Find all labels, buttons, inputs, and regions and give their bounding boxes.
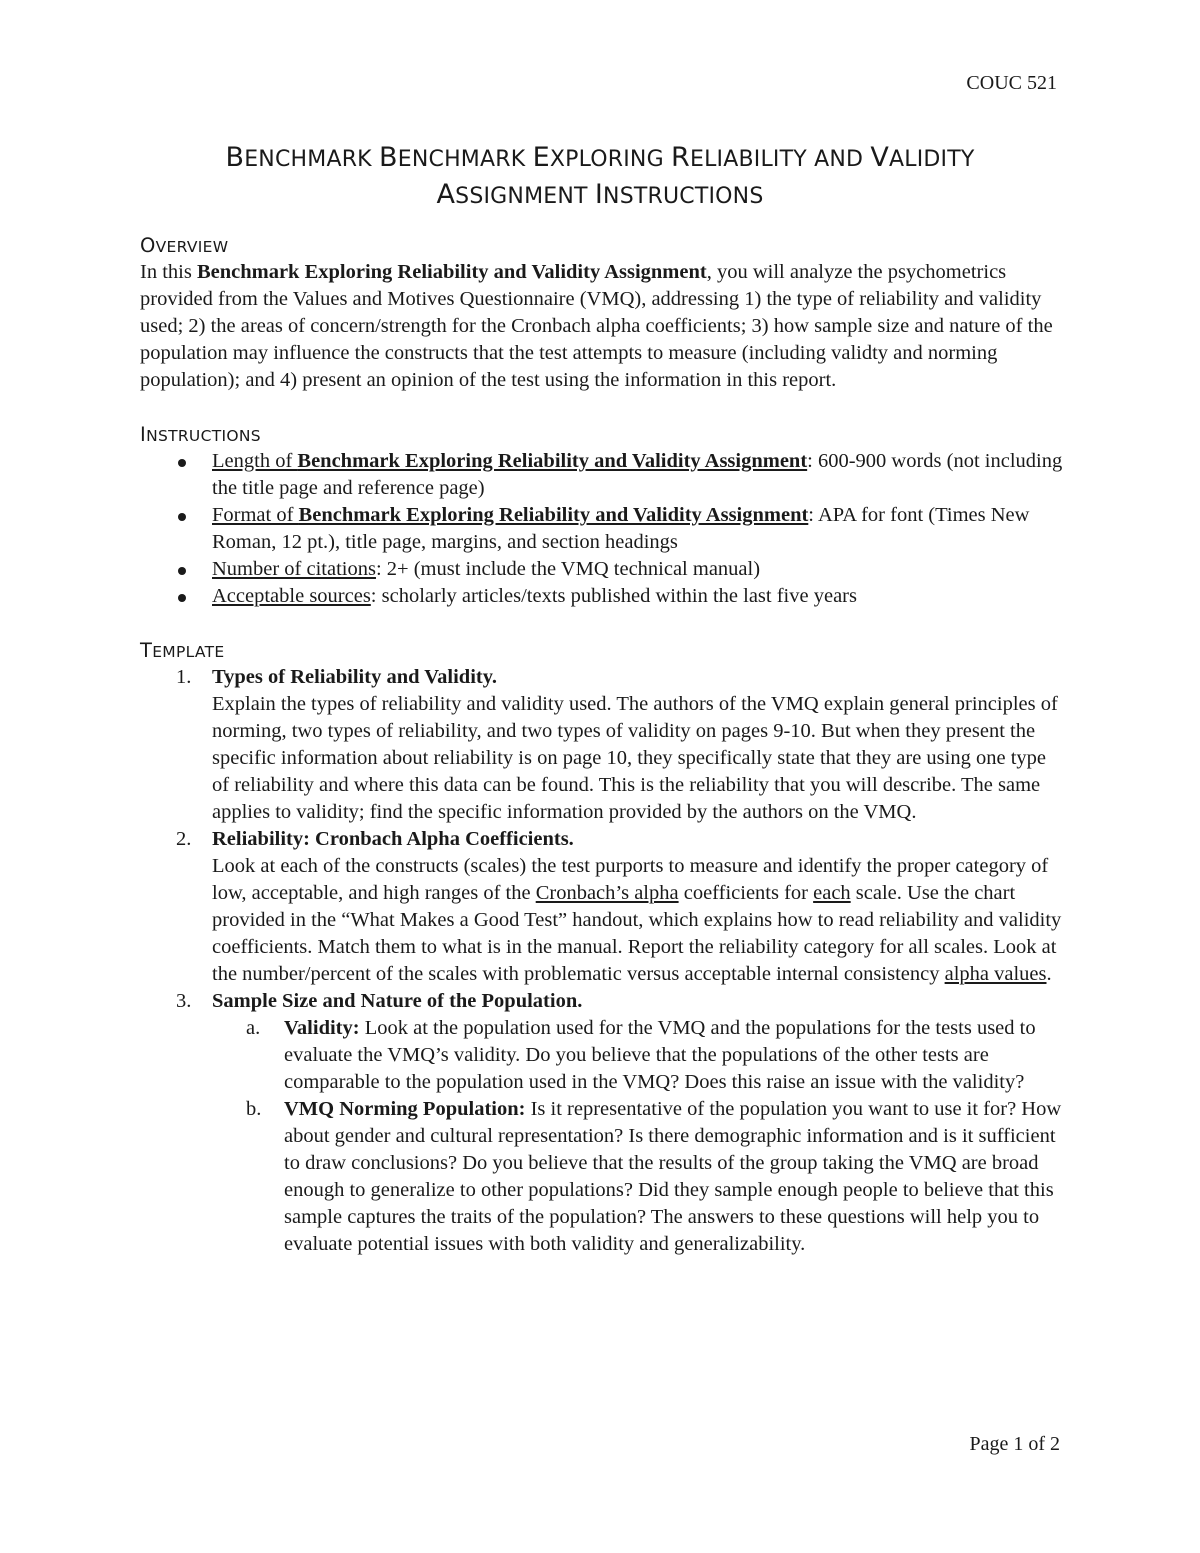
instructions-list [140, 448, 1065, 610]
page-number: Page 1 of 2 [969, 1433, 1060, 1455]
list-item: Format of Benchmark Exploring Reliability and Validity Assignment: APA for font (Times New Roman, 12 pt.), title page, margins, and section headings [140, 502, 1065, 556]
document-body [140, 232, 1065, 1258]
course-code-header: COUC 521 [966, 72, 1057, 94]
list-item: b. VMQ Norming Population: Is it representative of the population you want to use it for? How about gender and cultural representation? Is there demographic information and is it sufficient to draw conclusions? Do you believe that the results of the group taking the VMQ are broad enough to generalize to other populations? Did they sample enough people to believe that this sample captures the traits of the population? The answers to these questions will help you to evaluate potential issues with both validity and generalizability. [246, 1098, 1062, 1255]
template-list [140, 664, 1065, 1258]
template-item-3: 3. Sample Size and Nature of the Population. a. Validity: Look at the population used for the VMQ and the populations for the tests used to evaluate the VMQ’s validity. Do you believe that the populations of the other tests are comparable to the population used in the VMQ? Does this raise an issue with the validity? b. VMQ Norming Population: Is it representative of the population you want to use it for? How about gender and cultural representation? Is there demographic information and is it sufficient to draw conclusions? Do you believe that the results of the group taking the VMQ are broad enough to generalize to other populations? Did they sample enough people to believe that this sample captures the traits of the population? The answers to these questions will help you to evaluate potential issues with both validity and generalizability. [140, 988, 1065, 1258]
list-item: Number of citations: 2+ (must include the VMQ technical manual) [140, 556, 1065, 583]
template-heading: TEMPLATE [140, 639, 225, 662]
list-item: Acceptable sources: scholarly articles/texts published within the last five years [140, 583, 1065, 610]
template-item-2: 2. Reliability: Cronbach Alpha Coefficients. Look at each of the constructs (scales) the test purports to measure and identify the proper category of low, acceptable, and high ranges of the Cronbach’s alpha coefficients for each scale. Use the chart provided in the “What Makes a Good Test” handout, which explains how to read reliability and validity coefficients. Match them to what is in the manual. Report the reliability category for all scales. Look at the number/percent of the scales with problematic versus acceptable internal consistency alpha values. [176, 828, 1062, 985]
title-line-1: BENCHMARK BENCHMARK EXPLORING RELIABILITY AND VALIDITY [225, 142, 975, 173]
list-item: Length of Benchmark Exploring Reliability and Validity Assignment: 600-900 words (not including the title page and reference page) [140, 448, 1065, 502]
bullet-icon [178, 567, 186, 575]
overview-paragraph: In this Benchmark Exploring Reliability and Validity Assignment, you will analyze the psychometrics provided from the Values and Motives Questionnaire (VMQ), addressing 1) the type of reliability and validity used; 2) the areas of concern/strength for the Cronbach alpha coefficients; 3) how sample size and nature of the population may influence the constructs that the test attempts to measure (including validty and norming population); and 4) present an opinion of the test using the information in this report. [140, 261, 1053, 391]
template-sublist [212, 1015, 1065, 1258]
bullet-icon [178, 459, 186, 467]
template-item-title: Types of Reliability and Validity. [212, 666, 497, 688]
instructions-heading: INSTRUCTIONS [140, 423, 261, 446]
title-line-2: ASSIGNMENT INSTRUCTIONS [436, 179, 764, 210]
bullet-icon [178, 594, 186, 602]
list-item: a. Validity: Look at the population used for the VMQ and the populations for the tests used to evaluate the VMQ’s validity. Do you believe that the populations of the other tests are comparable to the population used in the VMQ? Does this raise an issue with the validity? [246, 1017, 1036, 1093]
template-item-title: Reliability: Cronbach Alpha Coefficients. [212, 828, 574, 850]
overview-heading: OVERVIEW [140, 234, 229, 257]
template-item-1: 1. Types of Reliability and Validity. Explain the types of reliability and validity used. The authors of the VMQ explain general principles of norming, two types of reliability, and two types of validity on pages 9-10. But when they present the specific information about reliability is on page 10, they specifically state that they are using one type of reliability and where this data can be found. This is the reliability that you will describe. The same applies to validity; find the specific information provided by the authors on the VMQ. [176, 666, 1058, 823]
document-title [100, 140, 1100, 214]
bullet-icon [178, 513, 186, 521]
template-item-title: Sample Size and Nature of the Population. [212, 990, 583, 1012]
